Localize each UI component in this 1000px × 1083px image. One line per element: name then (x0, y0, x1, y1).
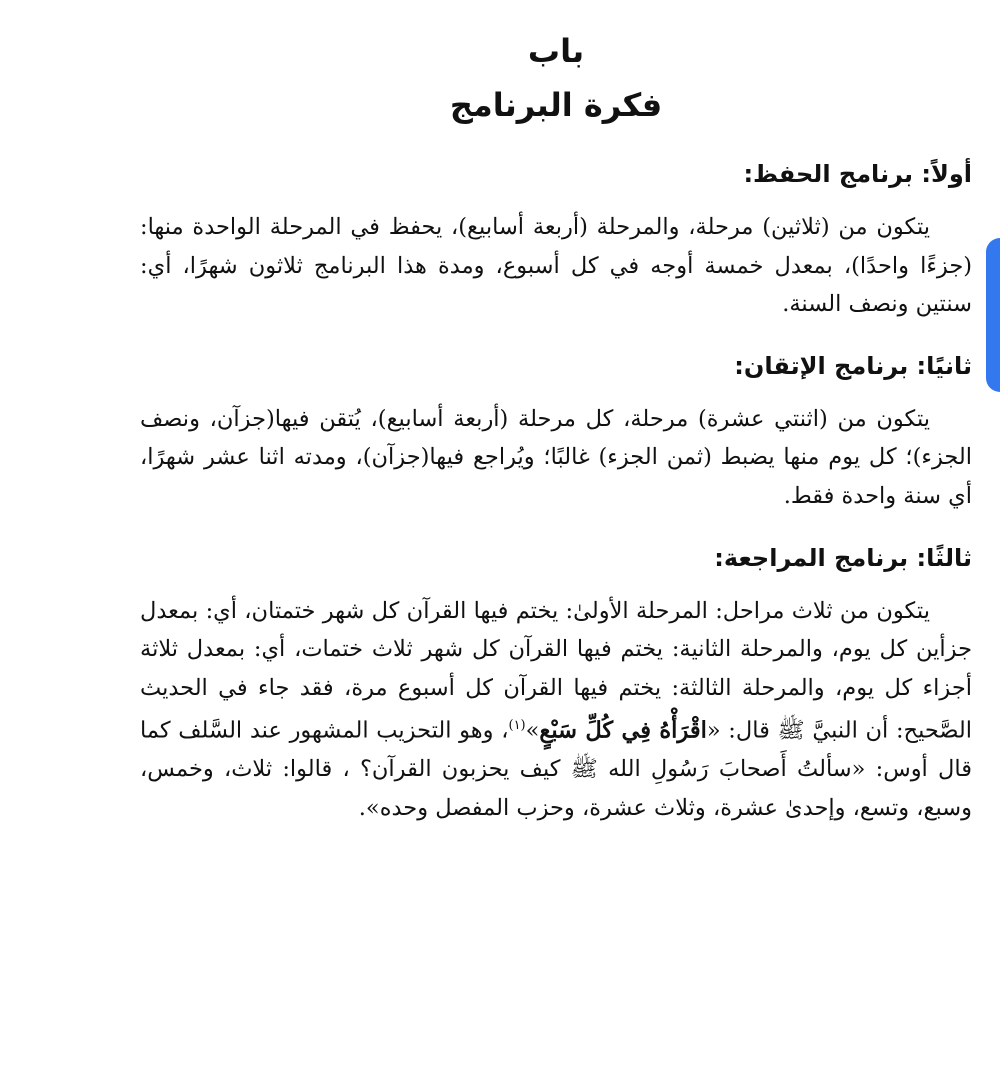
page-title-chapter: باب (527, 32, 585, 70)
section-paragraph-mastery: يتكون من (اثنتي عشرة) مرحلة، كل مرحلة (أربعة أسابيع)، يُتقن فيها(جزآن، ونصف الجزء)؛ كل يوم منها يضبط (ثمن الجزء) غالبًا؛ ويُراجع فيها(جزآن)، ومدته اثنا عشر شهرًا، أي سنة واحدة فقط. (140, 405, 972, 509)
section-heading-memorization: أولاً: برنامج الحفظ: (743, 160, 972, 188)
section-heading-mastery: ثانيًا: برنامج الإتقان: (734, 351, 972, 380)
document-page (140, 18, 972, 828)
review-text-part1: يتكون من ثلاث مراحل: المرحلة الأولىٰ: يختم فيها القرآن كل شهر ختمتان، أي: بمعدل جزأين كل يوم، والمرحلة الثانية: يختم فيها القرآن كل شهر ثلاث ختمات، أي: بمعدل ثلاثة أجزاء كل يوم، والمرحلة الثالثة: يختم فيها القرآن كل أسبوع مرة، فقد جاء في الحديث الصَّحيح: أن النبيَّ ﷺ قال: « (140, 597, 972, 744)
section-heading-review: ثالثًا: برنامج المراجعة: (714, 543, 972, 572)
footnote-reference[interactable]: (١) (508, 718, 526, 734)
review-text-part3: ، وهو التحزيب المشهور عند السَّلف كما قال أوس: «سألتُ أَصحابَ رَسُولِ الله ﷺ كيف يحزبون القرآن؟ ، قالوا: ثلاث، وخمس، وسبع، وتسع، وإحدىٰ عشرة، وثلاث عشرة، وحزب المفصل وحده». (140, 717, 972, 822)
section-paragraph-review (140, 592, 972, 828)
quran-quote: اقْرَأْهُ فِي كُلِّ سَبْعٍ (539, 717, 707, 744)
page-title: فكرة البرنامج (449, 86, 663, 124)
review-text-part2: » (525, 717, 540, 744)
side-scroll-tab[interactable] (986, 238, 1000, 392)
section-paragraph-memorization: يتكون من (ثلاثين) مرحلة، والمرحلة (أربعة أسابيع)، يحفظ في المرحلة الواحدة منها: (جزءًا واحدًا)، بمعدل خمسة أوجه في كل أسبوع، ومدة هذا البرنامج ثلاثون شهرًا، أي: سنتين ونصف السنة. (140, 214, 972, 318)
